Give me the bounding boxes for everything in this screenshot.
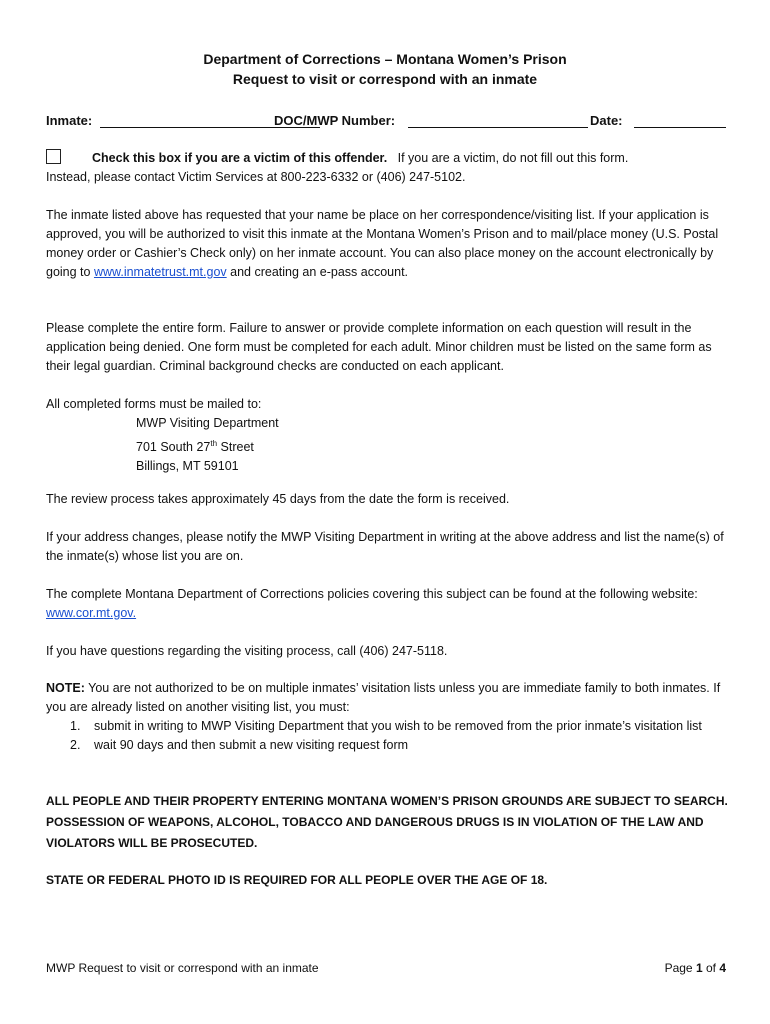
list-item: 1. submit in writing to MWP Visiting Department that you wish to be removed from the prior inmate’s visitation list [70, 719, 702, 733]
note-list [70, 717, 730, 755]
doc-number-field[interactable] [408, 127, 588, 128]
approval-text: The inmate listed above has requested that your name be place on her correspondence/visiting list. If your application is approved, you will be authorized to visit this inmate at the Montana Women’s Prison and to mail/place money (U.S. Postal money order or Cashier’s Check only) on her inmate account. You can also place money on the account electronically by going to [46, 208, 719, 279]
address-change-paragraph: If your address changes, please notify the MWP Visiting Department in writing at the above address and list the name(s) of the inmate(s) whose list you are on. [46, 530, 724, 563]
header-fields-row [46, 113, 726, 131]
document-title: Department of Corrections – Montana Women’s Prison [203, 51, 567, 67]
address-line-2: 701 South 27th Street [136, 438, 254, 454]
policy-paragraph [46, 585, 726, 623]
victim-notice [46, 149, 726, 187]
questions-paragraph: If you have questions regarding the visiting process, call (406) 247-5118. [46, 644, 448, 658]
policy-text: The complete Montana Department of Corrections policies covering this subject can be found at the following website: [46, 587, 698, 601]
review-paragraph: The review process takes approximately 45 days from the date the form is received. [46, 492, 510, 506]
address-line-1: MWP Visiting Department [136, 416, 279, 430]
mail-intro: All completed forms must be mailed to: [46, 397, 262, 411]
date-label: Date: [590, 113, 623, 128]
inmatetrust-link[interactable]: www.inmatetrust.mt.gov [93, 265, 227, 279]
victim-bold-text: Check this box if you are a victim of this offender. [92, 151, 388, 165]
mailing-address [136, 414, 279, 477]
list-item: 2. wait 90 days and then submit a new visiting request form [70, 738, 409, 752]
search-warning: ALL PEOPLE AND THEIR PROPERTY ENTERING MONTANA WOMEN’S PRISON GROUNDS ARE SUBJECT TO SEARCH. POSSESSION OF WEAPONS, ALCOHOL, TOBACCO AND DANGEROUS DRUGS IS IN VIOLATION OF THE LAW AND VIOLATORS WILL BE PROSECUTED. [46, 794, 728, 850]
victim-text-2: Instead, please contact Victim Services at 800-223-6332 or (406) 247-5102. [46, 170, 466, 184]
note-paragraph [46, 679, 726, 717]
photo-id-notice: STATE OR FEDERAL PHOTO ID IS REQUIRED FOR ALL PEOPLE OVER THE AGE OF 18. [46, 873, 548, 887]
address-line-3: Billings, MT 59101 [136, 459, 239, 474]
inmate-label: Inmate: [46, 113, 93, 128]
victim-text-1: If you are a victim, do not fill out this form. [397, 151, 629, 165]
document-subtitle: Request to visit or correspond with an inmate [232, 71, 538, 87]
doc-number-label: DOC/MWP Number: [274, 113, 396, 128]
note-text: You are not authorized to be on multiple inmates’ visitation lists unless you are immediate family to both inmates. If you are already listed on another visiting list, you must: [46, 681, 721, 714]
page-number: Page 1 of 4 [664, 961, 726, 975]
approval-text-end: and creating an e-pass account. [226, 265, 409, 279]
cor-website-link[interactable]: www.cor.mt.gov. [46, 606, 137, 620]
footer-form-title: MWP Request to visit or correspond with an inmate [46, 961, 319, 975]
complete-form-paragraph: Please complete the entire form. Failure to answer or provide complete information on each question will result in the application being denied. One form must be completed for each adult. Minor children must be listed on the same form as their legal guardian. Criminal background checks are conducted on each applicant. [46, 321, 712, 373]
approval-paragraph [46, 206, 726, 282]
date-field[interactable] [634, 127, 726, 128]
note-label: NOTE: [46, 681, 85, 695]
